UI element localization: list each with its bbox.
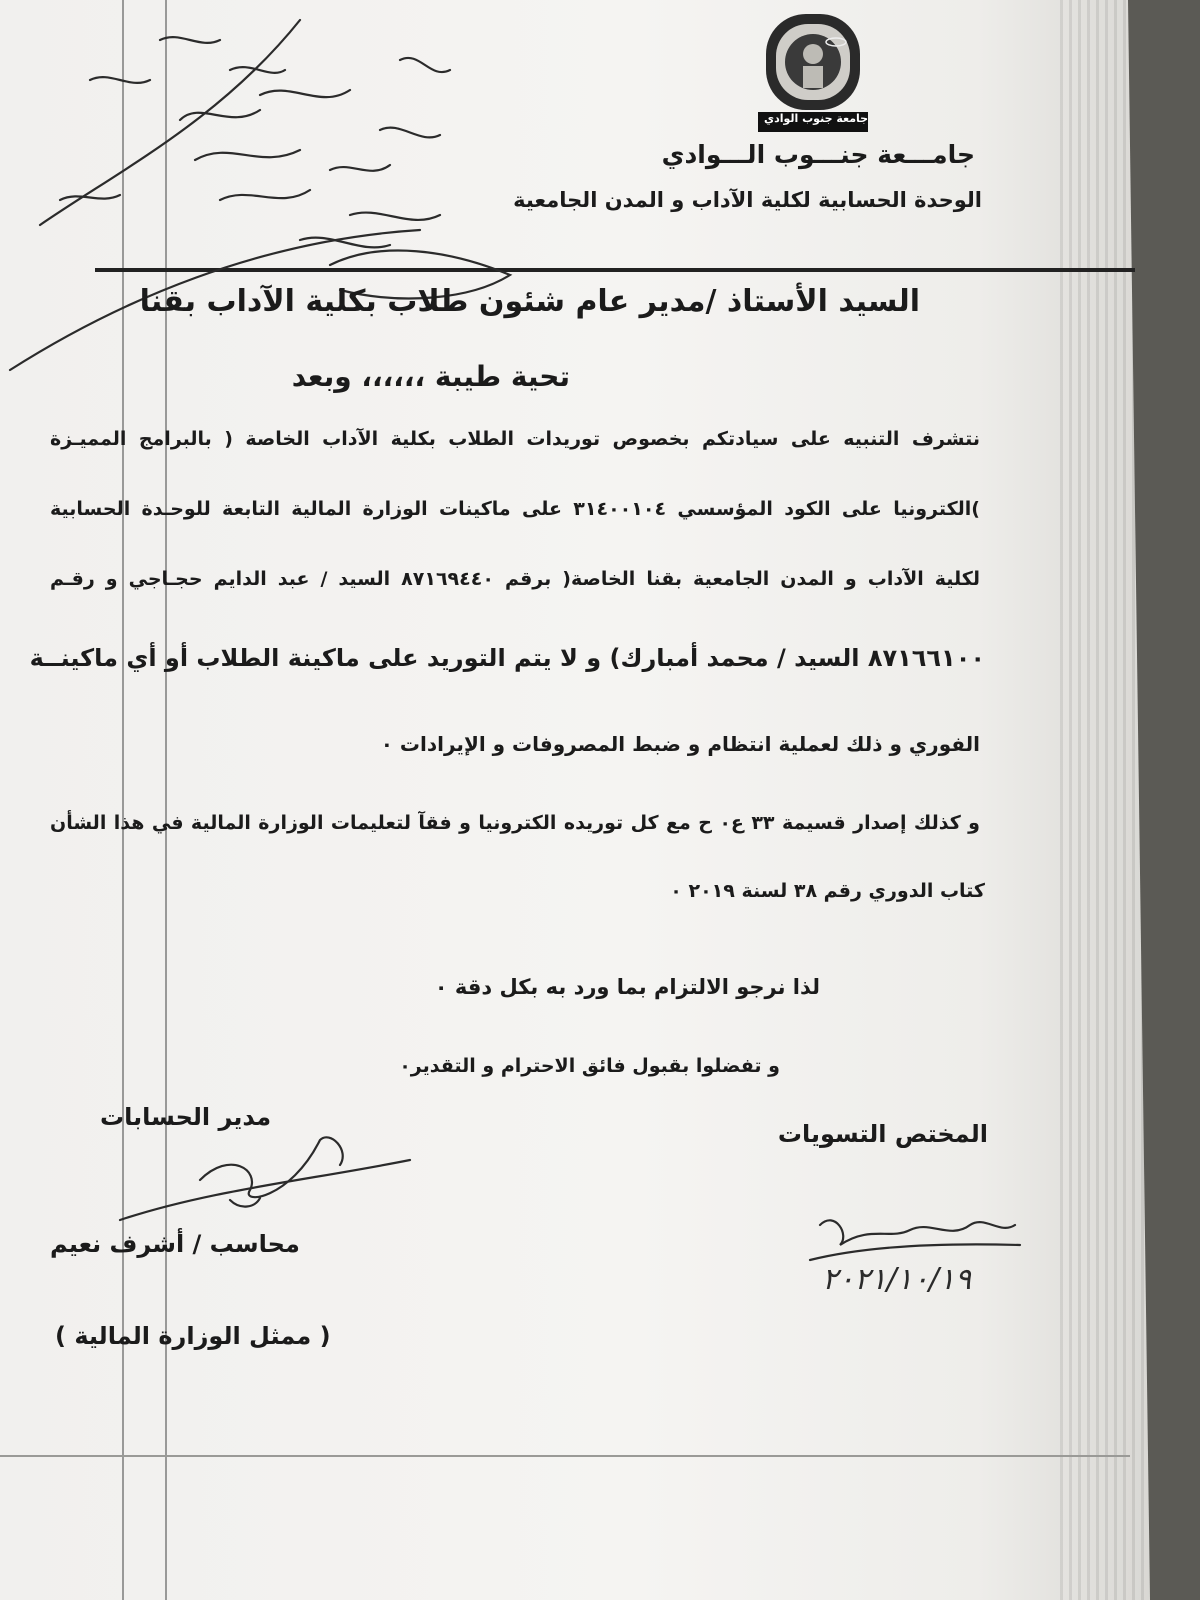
- body-line-4: ٨٧١٦٦١٠٠ السيد / محمد أمبارك) و لا يتم التوريد على ماكينة الطلاب أو أي ماكينــة: [29, 644, 985, 672]
- fold-line: [0, 1455, 1130, 1457]
- body-line-5: الفوري و ذلك لعملية انتظام و ضبط المصروفات و الإيرادات ٠: [380, 732, 980, 756]
- university-name: جامـــعة جنـــوب الـــوادي: [661, 140, 975, 169]
- seal-caption: جامعة جنوب الوادي: [764, 112, 869, 125]
- request-line: لذا نرجو الالتزام بما ورد به بكل دقة ٠: [434, 975, 820, 999]
- signature-date: ٢٠٢١/١٠/١٩: [822, 1262, 972, 1297]
- copy-scan-streaks: [1060, 0, 1150, 1600]
- unit-name: الوحدة الحسابية لكلية الآداب و المدن الجامعية: [513, 188, 982, 212]
- body-line-2: )الكترونيا على الكود المؤسسي ٣١٤٠٠١٠٤ على ماكينات الوزارة المالية التابعة للوحـدة الحسابية: [50, 498, 980, 520]
- body-line-1: نتشرف التنبيه على سيادتكم بخصوص توريدات الطلاب بكلية الآداب الخاصة ( بالبرامج المميـزة: [50, 428, 980, 450]
- header-rule: [95, 268, 1135, 272]
- body-line-6: و كذلك إصدار قسيمة ٣٣ ع٠ ح مع كل توريده الكترونيا و فقآ لتعليمات الوزارة المالية في هذا الشأن: [50, 812, 980, 834]
- accounts-manager-title: مدير الحسابات: [100, 1103, 272, 1131]
- ministry-representative: ( ممثل الوزارة المالية ): [55, 1322, 331, 1350]
- body-line-7: كتاب الدوري رقم ٣٨ لسنة ٢٠١٩ ٠: [670, 880, 985, 902]
- regards-line: و تفضلوا بقبول فائق الاحترام و التقدير٠: [399, 1055, 780, 1077]
- greeting: تحية طيبة ،،،،،، وبعد: [291, 360, 570, 393]
- addressee: السيد الأستاذ /مدير عام شئون طلاب بكلية الآداب بقنا: [139, 284, 920, 319]
- body-line-3: لكلية الآداب و المدن الجامعية بقنا الخاصة( برقم ٨٧١٦٩٤٤٠ السيد / عبد الدايم حجـاجي و رقـم: [50, 568, 980, 590]
- scan-line-left: [122, 0, 124, 1600]
- scan-line-left-2: [165, 0, 167, 1600]
- settlements-specialist-title: المختص التسويات: [777, 1120, 988, 1148]
- accountant-name: محاسب / أشرف نعيم: [50, 1230, 300, 1258]
